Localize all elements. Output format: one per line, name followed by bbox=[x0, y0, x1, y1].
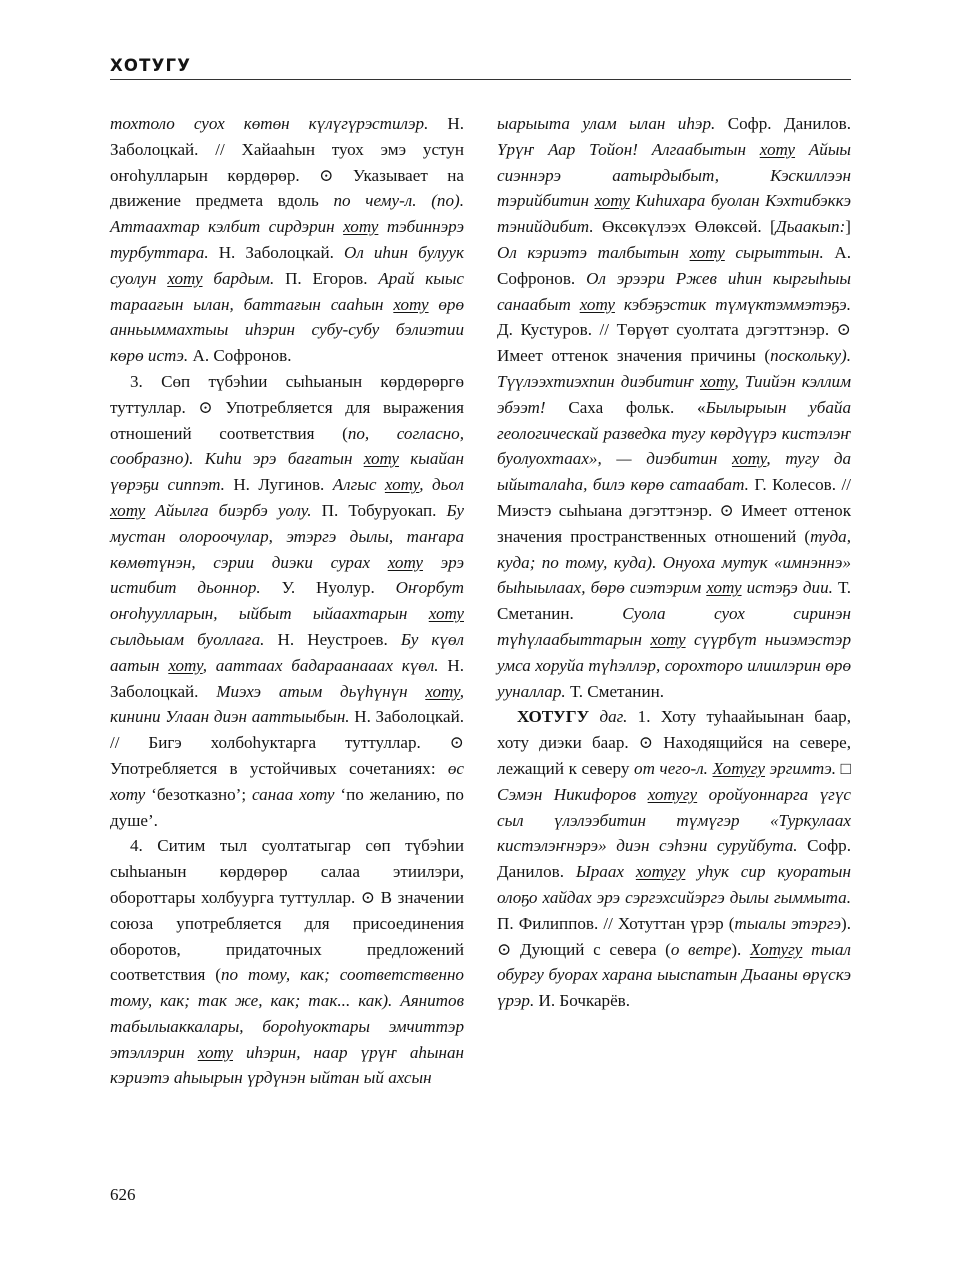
paragraph: 4. Ситим тыл суолтатыгар сөп түбэһии сыһыанын көрдөрөр салаа этиилэри, обороттары холбуурга туттуллар. ⊙ В значении союза употребляется для присоединения оборотов, придаточных предложений соответствия (по тому, как; соответственно тому, как; так же, как; так... как). Аянитов табылыаккалары, бороһуоктары эмчиттэр этэллэрин хоту иһэрин, наар үрүҥ аһынан кэриэтэ аһыырын үрдүнэн ыйтан ый ахсын bbox=[110, 836, 464, 1088]
paragraph: ыарыыта улам ылан иһэр. Софр. Данилов. Үрүҥ Аар Тойон! Алгаабытын хоту Айыы сиэннэрэ аатырдыбыт, Кэскиллээн тэрийбитин хоту Киһихара буолан Кэхтибэккэ тэнийдибит. Өксөкүлээх Өлөксөй. [Дьаакып:] Ол кэриэтэ талбытын хоту сырыттын. А. Софронов. Ол эрээри Ржев иһин кыргыһыы санаабыт хоту кэбэҕэстик түмүктэммэтэҕэ. Д. Кустуров. // Төрүөт суолтата дэгэттэнэр. ⊙ Имеет оттенок значения причины (поскольку). Түүлээхтиэхпин диэбитиҥ хоту, Тиийэн кэллим эбээт! Саха фольк. «Былырыын убайа геологическай разведка тугу көрдүүрэ кистэлэҥ буолуохтаах», — диэбитин хоту, тугу да ыйыталаһа, билэ көрө сатаабат. Г. Колесов. // Миэстэ сыһыана дэгэттэнэр. ⊙ Имеет оттенок значения пространственных отношений (туда, куда; по тому, куда). Онуоха мутук «имнэннэ» быһыылаах, бөрө сиэтэрим хоту истэҕэ дии. Т. Сметанин. Суола суох сиринэн түһүлаабыттарын хоту сүүрбүт ньиэмэстэр умса хоруйа түһэллэр, сорохторо илиилэрин өрө ууналлар. Т. Сметанин. bbox=[497, 114, 852, 701]
paragraph: 3. Сөп түбэһии сыһыанын көрдөрөргө туттуллар. ⊙ Употребляется для выражения отношений соответствия (по, согласно, сообразно). Киһи эрэ бағатын хоту кыайан үөрэҕи сиппэт. Н. Лугинов. Алгыс хоту, дьол хоту Айылға биэрбэ уолу. П. Тобуруокап. Бу мустан олороочулар, этэргэ дылы, таҥара көмөтүнэн, сэрии диэки сурах хоту эрэ истибит дьоннор. У. Нуолур. Оҥорбут оҥоһуулларын, ыйбыт ыйаахтарын хоту сылдьыам буоллаға. Н. Неустроев. Бу күөл аатын хоту, ааттаах бадараанааах күөл. Н. Заболоцкай. Миэхэ атым дьүһүнүн хоту, кинини Улаан диэн ааттыыбын. Н. Заболоцкай. // Бигэ холбоһуктарга туттуллар. ⊙ Употребляется в устойчивых сочетаниях: өс хоту ‘безотказно’; санаа хоту ‘по желанию, по душе’. bbox=[110, 371, 465, 830]
header-rule bbox=[110, 79, 851, 80]
entry-paragraph: ХОТУГУ даг. 1. Хоту туһаайыынан баар, хоту диэки баар. ⊙ Находящийся на севере, лежащий к северу от чего-л. Хотугу эргимтэ. □ Сэмэн Никифоров хотугу оройуоннарга үгүс сыл үлэлээбитин түмүгэр «Туркулаах кистэлэҥнэрэ» диэн сэһэни суруйбута. Софр. Данилов. Ыраах хотугу уһук сир куоратын олоҕо хайдах эрэ сэргэхсийэргэ дылы гыммыта. П. Филиппов. // Хотуттан үрэр (тыалы этэргэ). ⊙ Дующий с севера (о ветре). Хотугу тыал обургу буорах харана ыыспатын Дьааны өрүскэ үрэр. И. Бочкарёв. bbox=[497, 707, 851, 1011]
left-column bbox=[110, 111, 464, 1091]
right-column bbox=[497, 111, 851, 1014]
page-number: 626 bbox=[110, 1185, 136, 1204]
paragraph: тохтоло суох көтөн күлүгүрэстилэр. Н. Заболоцкай. // Хайааһын туох эмэ устун оҥоһулларын көрдөрөр. ⊙ Указывает на движение предмета вдоль по чему-л. (по). Аттаахтар кэлбит сирдэрин хоту тэбиннэрэ турбуттара. Н. Заболоцкай. Ол иһин булуук суолун хоту бардым. П. Егоров. Арай кыыс тараағын ылан, баттағын сааһын хоту өрө анньыммахтыы иһэрин субу-субу бэлиэтии көрө истэ. А. Софронов. bbox=[110, 114, 465, 366]
running-head: ХОТУГУ bbox=[110, 56, 192, 75]
